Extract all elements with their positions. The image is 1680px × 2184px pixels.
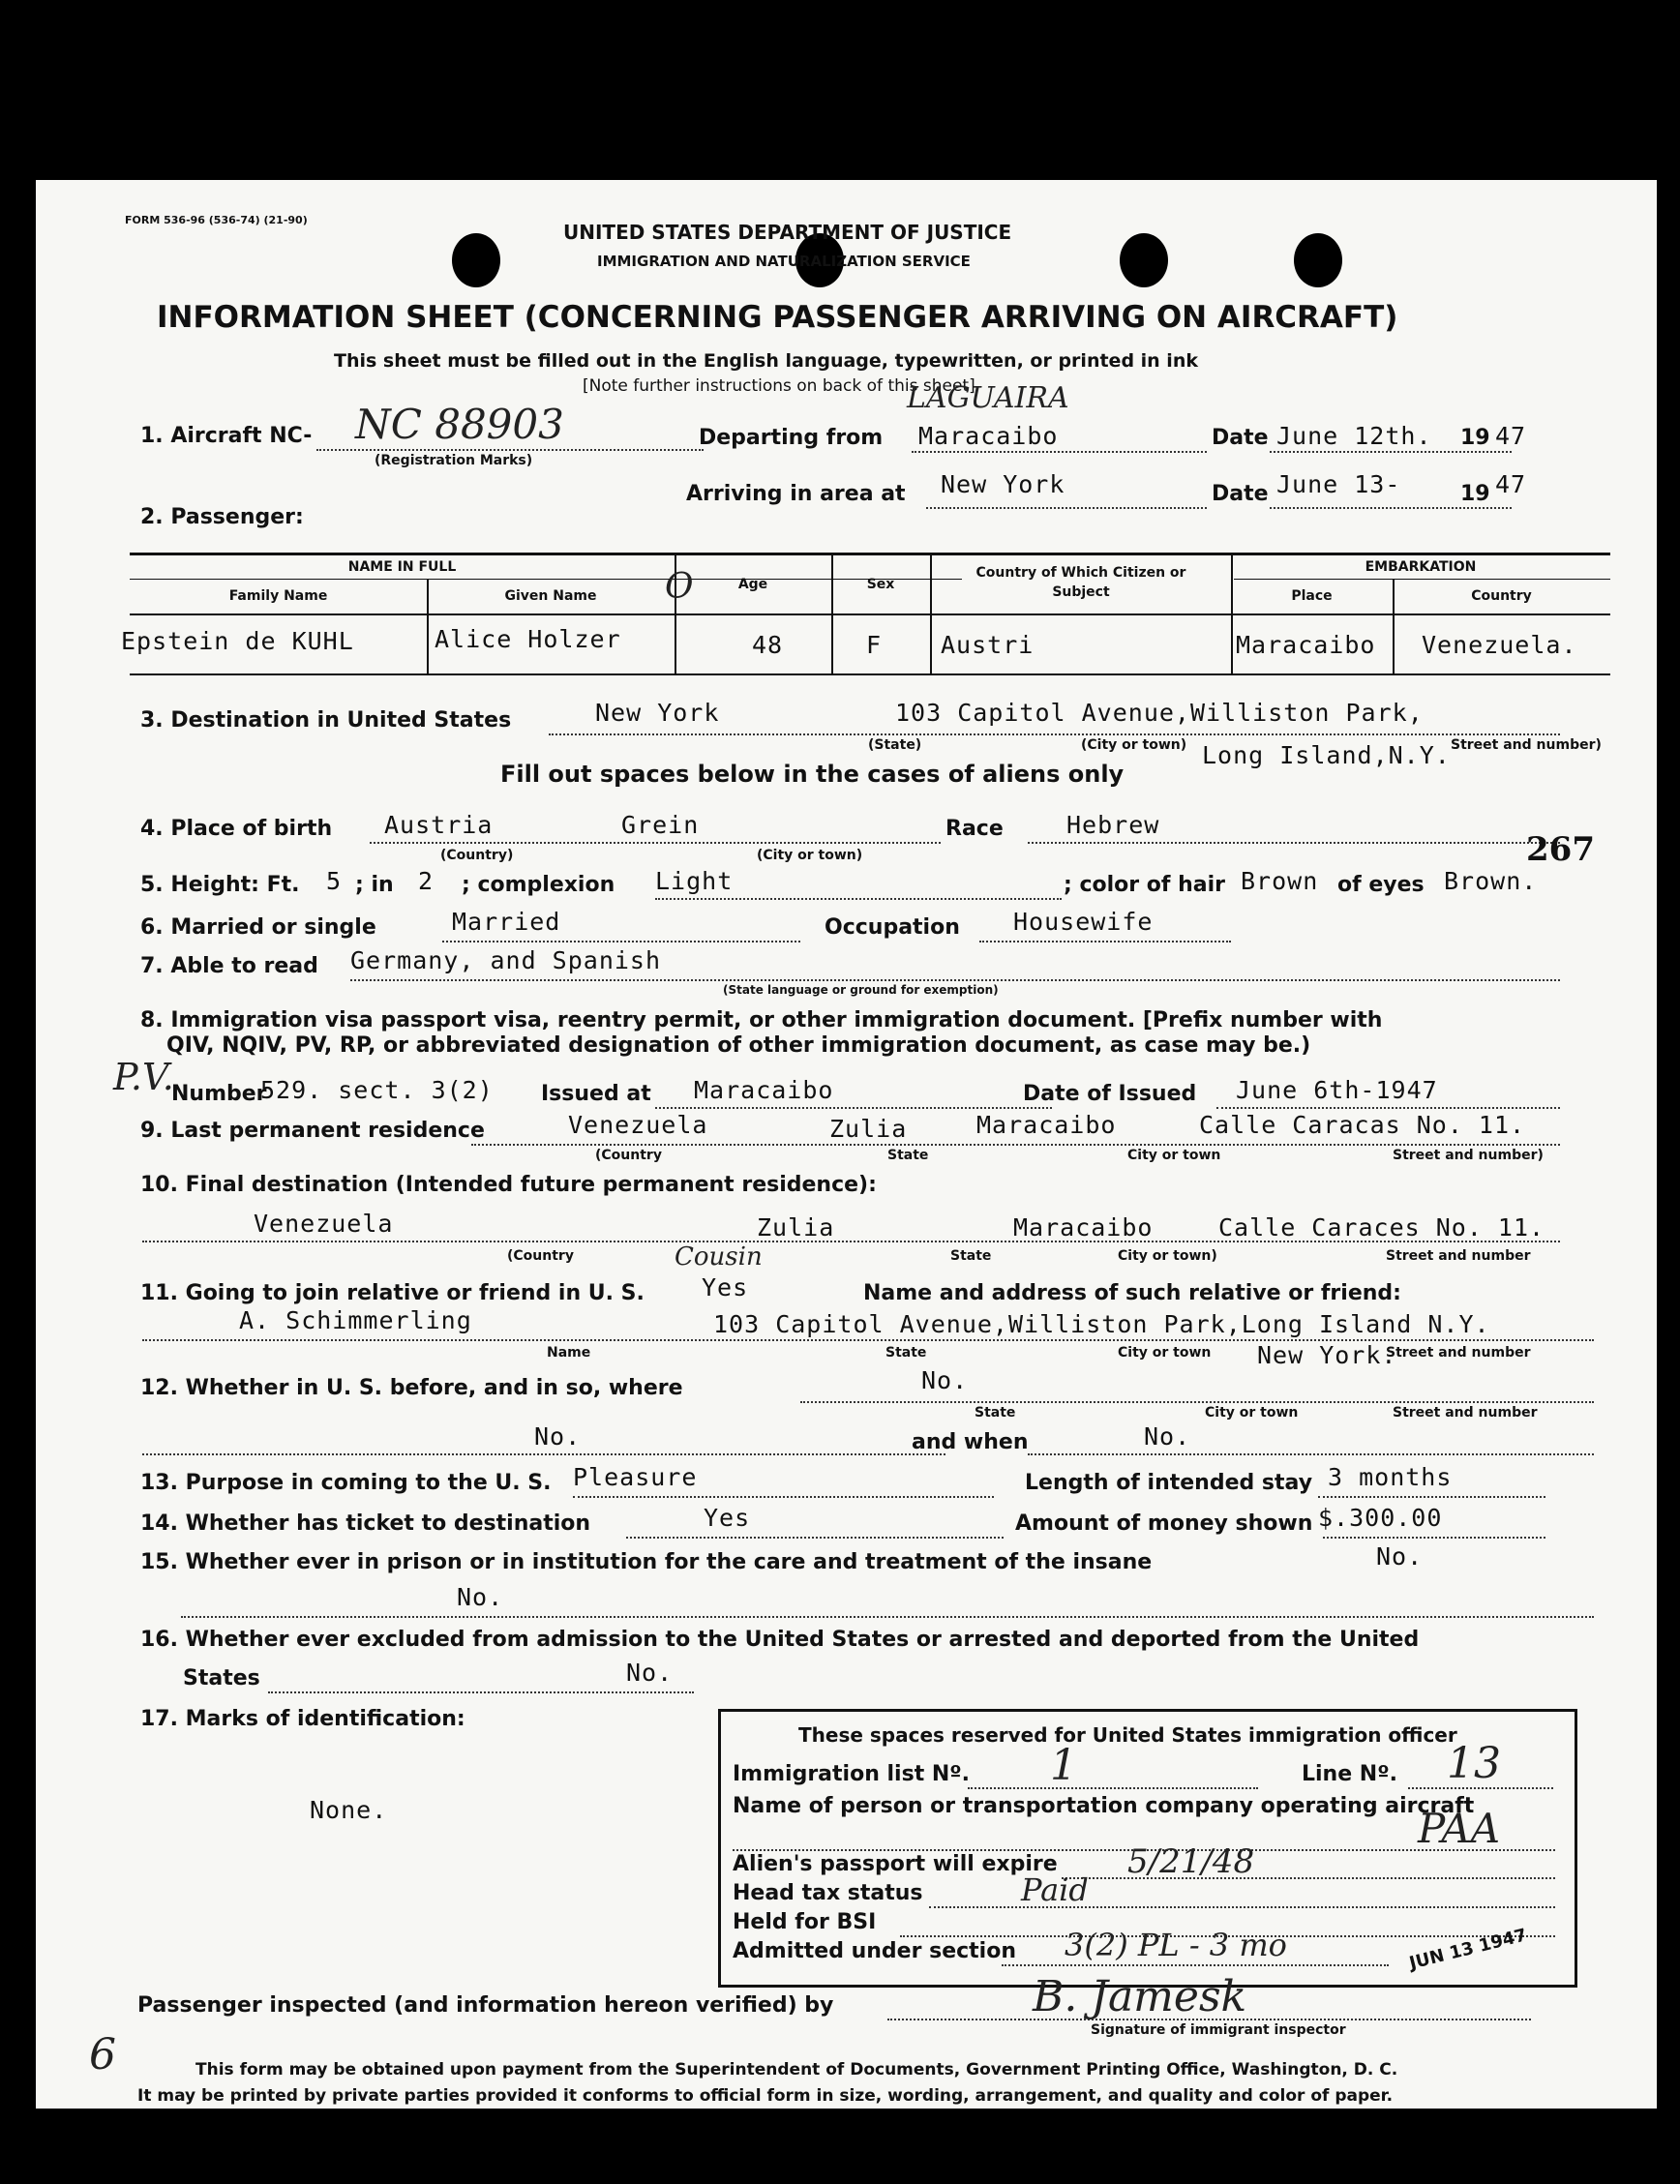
visa-number-label: Number (171, 1082, 267, 1106)
cell-sex: F (866, 631, 883, 659)
departing-label: Departing from (699, 426, 884, 450)
issued-date-value: June 6th-1947 (1236, 1076, 1438, 1104)
excluded-label: 16. Whether ever excluded from admission to the United States or arrested and deported from the United (140, 1628, 1420, 1652)
arriving-value: New York (941, 470, 1065, 498)
line-number-value: 13 (1447, 1739, 1501, 1788)
inspected-label: Passenger inspected (and information hereon verified) by (137, 1993, 834, 2018)
join-relative-label: 11. Going to join relative or friend in U. S. (140, 1281, 645, 1305)
excluded-label-2: States (183, 1666, 260, 1690)
final-sub-street: Street and number (1386, 1248, 1531, 1264)
previous-visit-value: No. (921, 1366, 969, 1394)
visa-text-line2: QIV, NQIV, PV, RP, or abbreviated designation of other immigration document, as case may be.) (166, 1033, 1311, 1058)
th-family-name: Family Name (228, 588, 328, 604)
prison-value-2: No. (457, 1583, 504, 1611)
occupation-value: Housewife (1013, 908, 1154, 936)
identification-value: None. (310, 1796, 388, 1824)
officer-heading: These spaces reserved for United States immigration officer (798, 1723, 1457, 1747)
margin-mark: 6 (89, 2030, 116, 2079)
relative-address: 103 Capitol Avenue,Williston Park,Long Island N.Y. (713, 1310, 1490, 1338)
marital-value: Married (452, 908, 561, 936)
occupation-label: Occupation (825, 915, 960, 940)
purpose-label: 13. Purpose in coming to the U. S. (140, 1471, 552, 1495)
head-tax-label: Head tax status (733, 1881, 923, 1905)
prison-label: 15. Whether ever in prison or in institution for the care and treatment of the insane (140, 1550, 1153, 1574)
race-label: Race (945, 817, 1004, 841)
destination-sub-street: Street and number) (1451, 737, 1602, 753)
excluded-value: No. (626, 1659, 674, 1687)
complexion-label: ; complexion (462, 873, 615, 897)
th-sex: Sex (866, 577, 895, 592)
registration-sublabel: (Registration Marks) (375, 453, 533, 468)
join-relative-hand: Cousin (675, 1242, 763, 1272)
line-number-label: Line Nº. (1302, 1762, 1397, 1786)
read-label: 7. Able to read (140, 954, 318, 978)
relative-address-hand: New York. (1257, 1341, 1397, 1369)
marital-label: 6. Married or single (140, 915, 376, 940)
relative-sub-name: Name (547, 1345, 591, 1361)
read-value: Germany, and Spanish (350, 946, 662, 974)
last-residence-street: Calle Caracas No. 11. (1199, 1111, 1526, 1139)
aircraft-label: 1. Aircraft NC- (140, 424, 313, 448)
th-emb-country: Country (1471, 588, 1532, 604)
complexion-value: Light (655, 867, 734, 895)
final-sub-state: State (950, 1248, 992, 1264)
cell-country: Austri (941, 631, 1035, 659)
last-res-sub-state: State (887, 1148, 929, 1163)
arriving-date-label: Date (1212, 482, 1269, 506)
hair-label: ; color of hair (1064, 873, 1226, 897)
hair-value: Brown (1241, 867, 1319, 895)
birth-sub-city: (City or town) (757, 848, 863, 863)
punch-hole (452, 233, 500, 287)
hand-number: 267 (1526, 830, 1595, 869)
bsi-label: Held for BSI (733, 1910, 877, 1934)
th-embarkation: EMBARKATION (1365, 559, 1477, 575)
money-label: Amount of money shown (1015, 1511, 1313, 1536)
previous-sub-state: State (975, 1405, 1016, 1421)
relative-sub-city: City or town (1118, 1345, 1212, 1361)
instruction-note: [Note further instructions on back of this sheet] (583, 376, 975, 396)
service-name: IMMIGRATION AND NATURALIZATION SERVICE (597, 253, 971, 270)
race-value: Hebrew (1066, 811, 1160, 839)
th-name-in-full: NAME IN FULL (347, 559, 457, 575)
identification-label: 17. Marks of identification: (140, 1707, 465, 1731)
last-residence-city: Maracaibo (976, 1111, 1117, 1139)
destination-label: 3. Destination in United States (140, 708, 512, 733)
aliens-heading: Fill out spaces below in the cases of aliens only (500, 761, 1125, 788)
destination-address-line2: Long Island,N.Y. (1202, 741, 1451, 769)
arriving-year-prefix: 19 (1460, 482, 1490, 506)
relative-name: A. Schimmerling (239, 1306, 472, 1334)
officer-box (718, 1709, 1577, 1988)
birth-country: Austria (384, 811, 494, 839)
height-label: 5. Height: Ft. (140, 873, 300, 897)
eyes-value: Brown. (1444, 867, 1538, 895)
final-sub-city: City or town) (1118, 1248, 1217, 1264)
previous-when-value: No. (1144, 1422, 1191, 1451)
previous-sub-street: Street and number (1393, 1405, 1538, 1421)
departing-year: 47 (1495, 422, 1527, 450)
birth-sub-country: (Country) (440, 848, 514, 863)
punch-hole (1120, 233, 1168, 287)
departing-hand-correction: LAGUAIRA (907, 381, 1069, 415)
destination-sub-state: (State) (868, 737, 922, 753)
height-in: 2 (418, 867, 435, 895)
last-res-sub-city: City or town (1127, 1148, 1221, 1163)
punch-hole (1294, 233, 1342, 287)
destination-address: 103 Capitol Avenue,Williston Park, (895, 699, 1424, 727)
prison-value: No. (1376, 1542, 1424, 1571)
th-given-name: Given Name (504, 588, 597, 604)
inspector-signature: B. Jamesk (1033, 1972, 1247, 2021)
money-value: $.300.00 (1318, 1504, 1443, 1532)
form-sheet: FORM 536-96 (536-74) (21-90) UNITED STATES DEPARTMENT OF JUSTICE IMMIGRATION AND NATURALIZATION SERVICE INFORMATION SHEET (CONCERNING PASSENGER ARRIVING ON AIRCRAFT) This sheet must be filled out in the English language, typewritten, or printed in ink [Note further instructions on back of this sheet] 1. Aircraft NC- NC 88903 (Registration Marks) Departing from Maracaibo LAGUAIRA Date June 12th. 19 47 Arriving in area at New York Date June 13- 19 47 2. Passenger: NAME IN FULL Family Name Given Name Age Sex Country of Which Citizen or Subject EMBARKATION Place Country Epstein de KUHL Alice Holzer O 48 F Austri Maracaibo Venezuela. 3. Destination in United States New York 103 Capitol Avenue,Williston Park, Long Island,N.Y. (State) (City or town) Street and number) Fill out spaces below in the cases of aliens only 4. Place of birth Austria Grein (Country) (City or town) Race Hebrew 267 5. Height: Ft. 5 ; in 2 ; complexion Light ; color of hair Brown of eyes Brown. 6. Married or single Married Occupation Housewife 7. Able to read Germany, and Spanish (State language or ground for exemption) 8. Immigration visa passport visa, reentry permit, or other immigration document. [Prefix number with QIV, NQIV, PV, RP, or abbreviated designation of other immigration document, as case may be.) P.V. Number 529. sect. 3(2) Issued at Maracaibo Date of Issued June 6th-1947 9. Last permanent residence Venezuela Zulia Maracaibo Calle Caracas No. 11. (Country State City or town Street and number) 10. Final destination (Intended future permanent residence): Venezuela Zulia Maracaibo Calle Caraces No. 11. (Country State City or town) Street and number 11. Going to join relative or friend in U. S. Cousin Yes Name and address of such relative or friend: A. Schimmerling 103 Capitol Avenue,Williston Park,Long Island N.Y. New York. Name State City or town Street and number 12. Whether in U. S. before, and in so, where No. State City or town Street and number No. and when No. 13. Purpose in coming to the U. S. Pleasure Length of intended stay 3 months 14. Whether has ticket to destination Yes Amount of money shown $.300.00 15. Whether ever in prison or in institution for the care and treatment of the insane No. No. 16. Whether ever excluded from admission to the United States or arrested and deported from the United States No. 17. Marks of identification: None. These spaces reserved for United States immigration officer Immigration list Nº. 1 Line Nº. 13 Name of person or transportation company operating aircraft PAA Alien's passport will expire 5/21/48 Head tax status Paid Held for BSI Admitted under section 3(2) PL - 3 mo JUN 13 1947 Passenger inspected (and information hereon verified) by B. Jamesk Signature of immigrant inspector This form may be obtained upon payment from the Superintendent of Documents, Government Printing Office, Washington, D. C. It may be printed by private parties provided it conforms to official form in size, wording, arrangement, and quality and color of paper. 6 (36, 180, 1657, 2109)
issued-date-label: Date of Issued (1023, 1082, 1197, 1106)
last-res-sub-country: (Country (595, 1148, 662, 1163)
passport-expire-value: 5/21/48 (1127, 1842, 1255, 1881)
previous-visit-label: 12. Whether in U. S. before, and in so, where (140, 1376, 683, 1400)
read-sublabel: (State language or ground for exemption) (723, 983, 999, 997)
birth-city: Grein (621, 811, 700, 839)
previous-visit-where: No. (534, 1422, 582, 1451)
passenger-label: 2. Passenger: (140, 505, 304, 529)
departing-value: Maracaibo (918, 422, 1059, 450)
admitted-label: Admitted under section (733, 1939, 1016, 1963)
form-number: FORM 536-96 (536-74) (21-90) (125, 214, 308, 226)
purpose-value: Pleasure (573, 1463, 698, 1491)
date-stamp: JUN 13 1947 (1407, 1925, 1529, 1974)
issued-at-label: Issued at (541, 1082, 651, 1106)
destination-sub-city: (City or town) (1081, 737, 1187, 753)
registration-value: NC 88903 (355, 401, 564, 448)
cell-embark-place: Maracaibo (1236, 631, 1376, 659)
ticket-value: Yes (704, 1504, 751, 1532)
arriving-date: June 13- (1276, 470, 1401, 498)
departing-date-label: Date (1212, 426, 1269, 450)
issued-at-value: Maracaibo (694, 1076, 834, 1104)
height-in-label: ; in (355, 873, 394, 897)
footer-line-1: This form may be obtained upon payment from the Superintendent of Documents, Government Printing Office, Washington, D. C. (195, 2060, 1398, 2079)
join-relative-value: Yes (702, 1273, 749, 1301)
operator-value: PAA (1418, 1805, 1501, 1852)
final-dest-state: Zulia (757, 1213, 835, 1242)
relative-name-label: Name and address of such relative or friend: (863, 1281, 1401, 1305)
form-title: INFORMATION SHEET (CONCERNING PASSENGER ARRIVING ON AIRCRAFT) (157, 300, 1398, 335)
stay-label: Length of intended stay (1025, 1471, 1313, 1495)
destination-state: New York (595, 699, 720, 727)
cell-family-name: Epstein de KUHL (121, 627, 354, 655)
relative-sub-street: Street and number (1386, 1345, 1531, 1361)
final-dest-street: Calle Caraces No. 11. (1218, 1213, 1545, 1242)
immigration-list-label: Immigration list Nº. (733, 1762, 971, 1786)
eyes-label: of eyes (1337, 873, 1425, 897)
immigration-list-value: 1 (1050, 1741, 1077, 1790)
last-residence-state: Zulia (829, 1115, 908, 1143)
final-destination-label: 10. Final destination (Intended future permanent residence): (140, 1173, 877, 1197)
stay-value: 3 months (1328, 1463, 1453, 1491)
cell-age: 48 (752, 631, 784, 659)
th-age: Age (737, 577, 768, 592)
footer-line-2: It may be printed by private parties provided it conforms to official form in size, wording, arrangement, and quality and color of paper. (137, 2086, 1394, 2106)
ticket-label: 14. Whether has ticket to destination (140, 1511, 591, 1536)
final-sub-country: (Country (507, 1248, 574, 1264)
signature-sublabel: Signature of immigrant inspector (1091, 2022, 1346, 2038)
last-residence-label: 9. Last permanent residence (140, 1119, 485, 1143)
height-ft: 5 (326, 867, 343, 895)
last-residence-country: Venezuela (568, 1111, 708, 1139)
visa-number: 529. sect. 3(2) (260, 1076, 494, 1104)
departing-date: June 12th. (1276, 422, 1432, 450)
instruction-line: This sheet must be filled out in the English language, typewritten, or printed in ink (334, 350, 1198, 372)
visa-text-line1: 8. Immigration visa passport visa, reentry permit, or other immigration document. [Prefix number with (140, 1008, 1383, 1032)
previous-when-label: and when (912, 1430, 1029, 1454)
dept-title: UNITED STATES DEPARTMENT OF JUSTICE (563, 221, 1012, 244)
birthplace-label: 4. Place of birth (140, 817, 333, 841)
previous-sub-city: City or town (1205, 1405, 1299, 1421)
last-res-sub-street: Street and number) (1393, 1148, 1544, 1163)
admitted-value: 3(2) PL - 3 mo (1065, 1927, 1287, 1963)
cell-embark-country: Venezuela. (1422, 631, 1577, 659)
final-dest-city: Maracaibo (1013, 1213, 1154, 1242)
relative-sub-state: State (885, 1345, 927, 1361)
final-dest-country: Venezuela (254, 1210, 394, 1238)
th-place: Place (1291, 588, 1333, 604)
departing-year-prefix: 19 (1460, 426, 1490, 450)
operator-label: Name of person or transportation company operating aircraft (733, 1794, 1475, 1818)
arriving-year: 47 (1495, 470, 1527, 498)
passport-expire-label: Alien's passport will expire (733, 1852, 1058, 1876)
th-country-citizen: Country of Which Citizen or Subject (975, 565, 1186, 600)
arriving-label: Arriving in area at (686, 482, 906, 506)
cell-given-name: Alice Holzer (435, 625, 621, 653)
visa-margin-note: P.V. (113, 1056, 174, 1098)
head-tax-value: Paid (1021, 1871, 1089, 1908)
